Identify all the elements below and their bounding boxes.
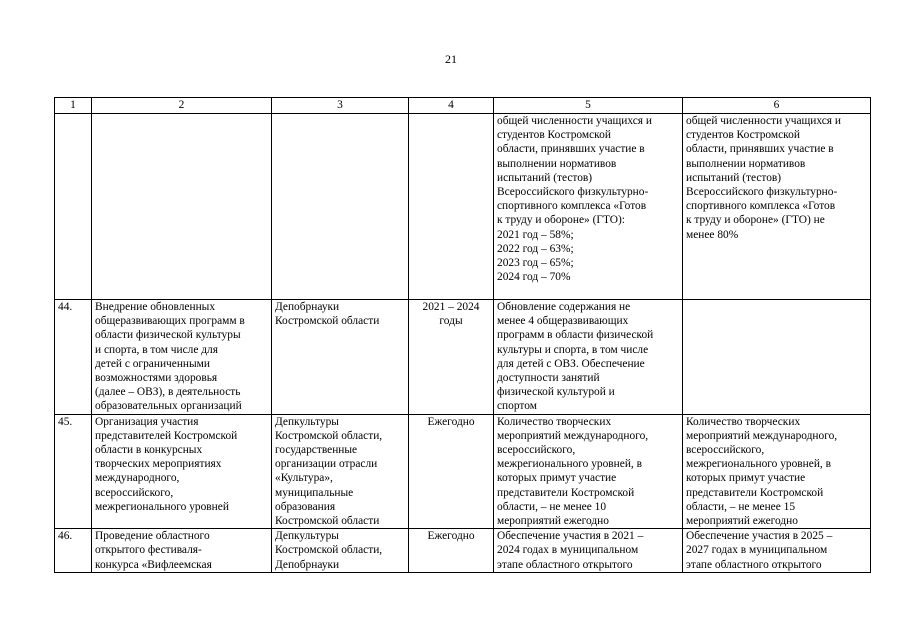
activity-cell (92, 114, 272, 300)
result-cell: Количество творческих мероприятий международного, всероссийского, межрегионального уровней, в которых примут участие представители Костромской области, – не менее 15 мероприятий ежегодно (683, 414, 871, 529)
period-cell: Ежегодно (409, 414, 494, 529)
column-header-executor: 3 (272, 98, 409, 114)
measures-table (54, 97, 871, 573)
row-number-cell: 44. (55, 300, 92, 415)
indicator-cell: Обеспечение участия в 2021 – 2024 годах в муниципальном этапе областного открытого (494, 529, 683, 573)
executor-cell (272, 114, 409, 300)
result-cell: общей численности учащихся и студентов Костромской области, принявших участие в выполнении нормативов испытаний (тестов) Всероссийского физкультурно- спортивного комплекса «Готов к труду и обороне» (ГТО) не менее 80% (683, 114, 871, 300)
row-number-cell (55, 114, 92, 300)
column-header-indicator: 5 (494, 98, 683, 114)
executor-cell: Депкультуры Костромской области, государственные организации отрасли «Культура», муниципальные образования Костромской области (272, 414, 409, 529)
row-number-cell: 46. (55, 529, 92, 573)
activity-cell: Внедрение обновленных общеразвивающих программ в области физической культуры и спорта, в том числе для детей с ограниченными возможностями здоровья (далее – ОВЗ), в деятельность образовательных организаций (92, 300, 272, 415)
page-number: 21 (445, 52, 457, 66)
table-row (55, 529, 871, 573)
indicator-cell: общей численности учащихся и студентов Костромской области, принявших участие в выполнении нормативов испытаний (тестов) Всероссийского физкультурно- спортивного комплекса «Готов к труду и обороне» (ГТО): 2021 год – 58%; 2022 год – 63%; 2023 год – 65%; 2024 год – 70% (494, 114, 683, 300)
period-cell: 2021 – 2024 годы (409, 300, 494, 415)
executor-cell: Депобрнауки Костромской области (272, 300, 409, 415)
activity-cell: Проведение областного открытого фестиваля- конкурса «Вифлеемская (92, 529, 272, 573)
result-cell: Обеспечение участия в 2025 – 2027 годах в муниципальном этапе областного открытого (683, 529, 871, 573)
column-header-activity: 2 (92, 98, 272, 114)
column-header-result: 6 (683, 98, 871, 114)
column-header-period: 4 (409, 98, 494, 114)
period-cell: Ежегодно (409, 529, 494, 573)
table-header-row (55, 98, 871, 114)
table-row (55, 300, 871, 415)
indicator-cell: Обновление содержания не менее 4 общеразвивающих программ в области физической культуры и спорта, в том числе для детей с ОВЗ. Обеспечение доступности занятий физической культурой и спортом (494, 300, 683, 415)
result-cell (683, 300, 871, 415)
indicator-cell: Количество творческих мероприятий международного, всероссийского, межрегионального уровней, в которых примут участие представители Костромской области, – не менее 10 мероприятий ежегодно (494, 414, 683, 529)
executor-cell: Депкультуры Костромской области, Депобрнауки (272, 529, 409, 573)
period-cell (409, 114, 494, 300)
row-number-cell: 45. (55, 414, 92, 529)
column-header-number: 1 (55, 98, 92, 114)
table-row (55, 414, 871, 529)
activity-cell: Организация участия представителей Костромской области в конкурсных творческих мероприятиях международного, всероссийского, межрегионального уровней (92, 414, 272, 529)
table-row (55, 114, 871, 300)
